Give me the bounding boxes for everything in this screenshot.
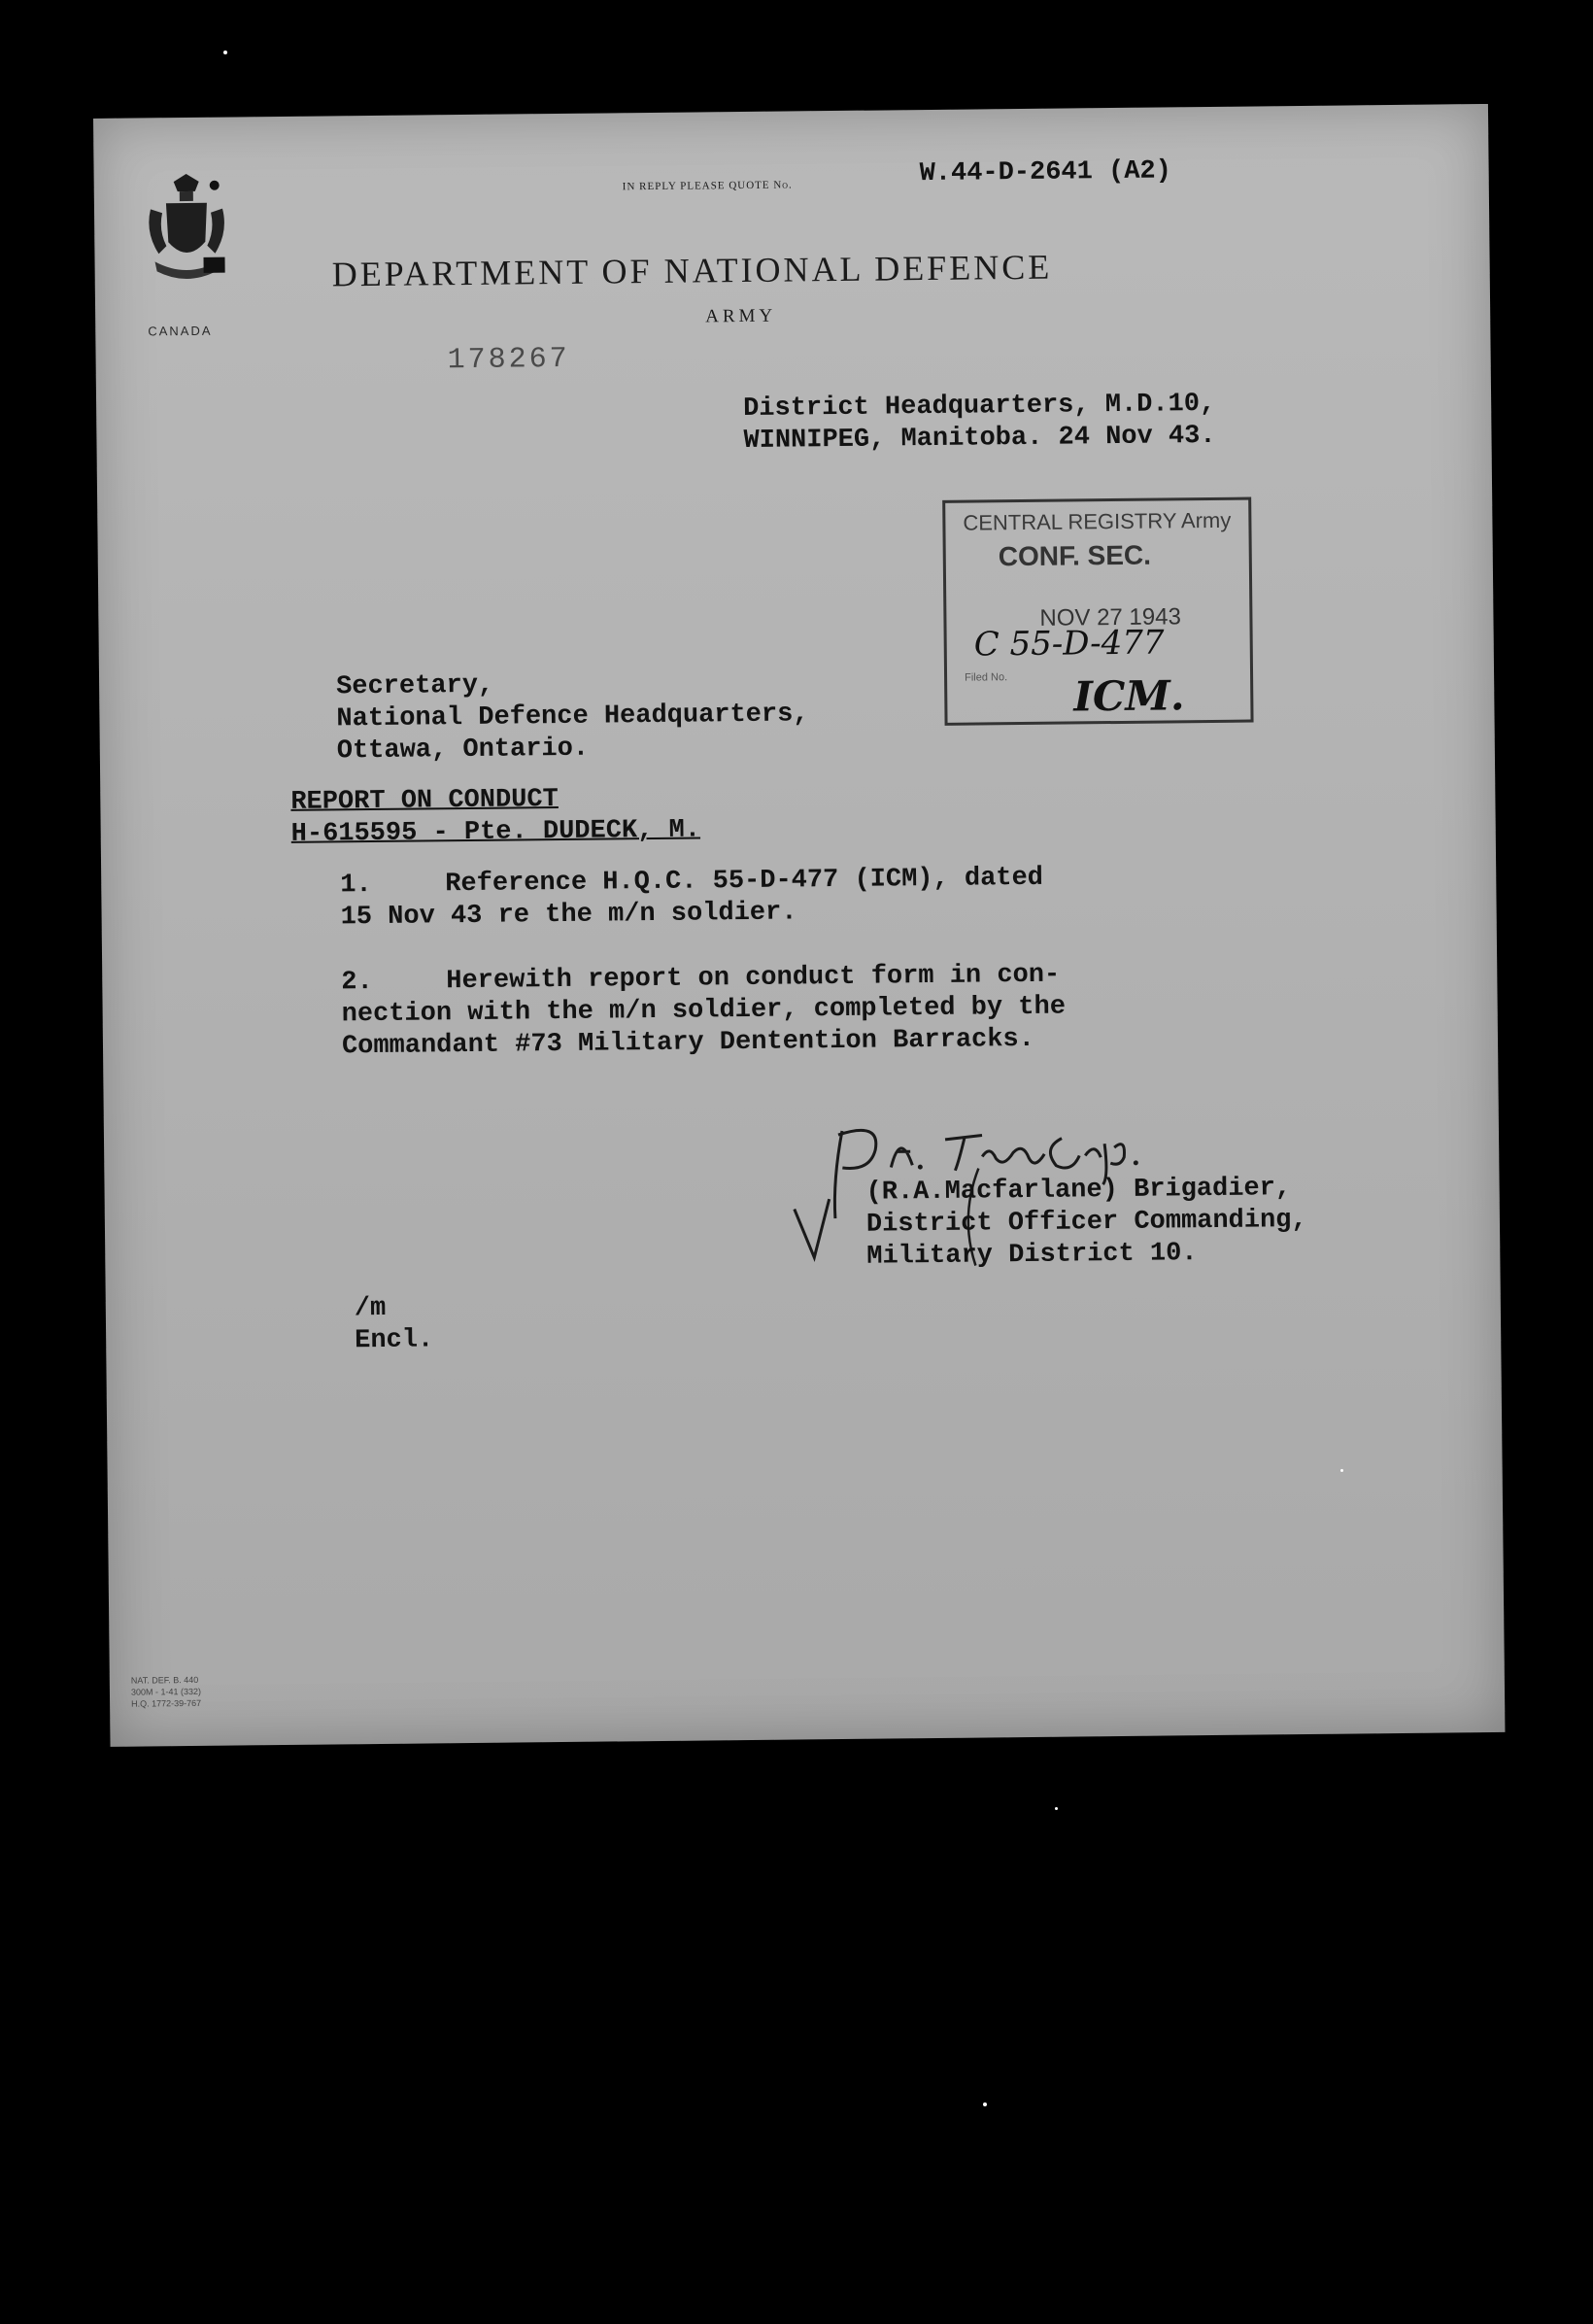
file-number: W.44-D-2641 (A2)	[919, 156, 1172, 189]
paragraph-1-number: 1.	[340, 871, 372, 901]
paragraph-2-number: 2.	[341, 968, 373, 998]
paragraph-1-line-1: Reference H.Q.C. 55-D-477 (ICM), dated	[445, 863, 1044, 900]
crest-caption: CANADA	[148, 323, 213, 339]
subject-soldier: H-615595 - Pte. DUDECK, M.	[290, 815, 701, 849]
scan-speck	[223, 51, 227, 54]
stamp-file-reference: C 55-D-477	[973, 623, 1165, 665]
paragraph-2-line-2: nection with the m/n soldier, completed by the	[341, 992, 1067, 1030]
document-sheet	[93, 104, 1505, 1747]
recipient-line-2: National Defence Headquarters,	[336, 700, 809, 735]
signature-line-2: District Officer Commanding,	[865, 1205, 1307, 1240]
department-heading: DEPARTMENT OF NATIONAL DEFENCE	[331, 247, 1053, 294]
recipient-line-1: Secretary,	[335, 670, 494, 702]
reply-quote-label: IN REPLY PLEASE QUOTE No.	[622, 179, 793, 193]
paragraph-2-line-1: Herewith report on conduct form in con-	[446, 960, 1061, 997]
scan-speck	[983, 2102, 987, 2106]
stamp-registry-label: CENTRAL REGISTRY Army	[963, 507, 1232, 535]
branch-heading: ARMY	[705, 305, 777, 327]
sender-line-2: WINNIPEG, Manitoba. 24 Nov 43.	[743, 421, 1216, 457]
registration-number: 178267	[447, 342, 570, 378]
stamp-file-label: Filed No.	[965, 671, 1008, 684]
signature-line-3: Military District 10.	[866, 1239, 1198, 1272]
scan-speck	[1055, 1807, 1058, 1810]
form-code: NAT. DEF. B. 440 300M - 1-41 (332) H.Q. 1772-39-767	[130, 1674, 202, 1709]
subject-title: REPORT ON CONDUCT	[290, 785, 559, 817]
coat-of-arms-icon	[145, 174, 229, 291]
recipient-line-3: Ottawa, Ontario.	[336, 734, 590, 767]
sender-line-1: District Headquarters, M.D.10,	[743, 389, 1216, 425]
scan-speck	[1340, 1469, 1343, 1472]
paragraph-1-line-2: 15 Nov 43 re the m/n soldier.	[340, 898, 797, 933]
stamp-initials: ICM.	[1073, 671, 1185, 721]
paragraph-2-line-3: Commandant #73 Military Dentention Barracks.	[341, 1024, 1035, 1062]
signature-line-1: (R.A.Macfarlane) Brigadier,	[865, 1174, 1292, 1208]
stamp-date: NOV 27 1943	[1039, 603, 1182, 632]
registry-stamp	[942, 497, 1253, 726]
enclosure-note: Encl.	[355, 1325, 434, 1356]
typist-initials: /m	[354, 1293, 387, 1324]
stamp-section-label: CONF. SEC.	[998, 539, 1152, 572]
